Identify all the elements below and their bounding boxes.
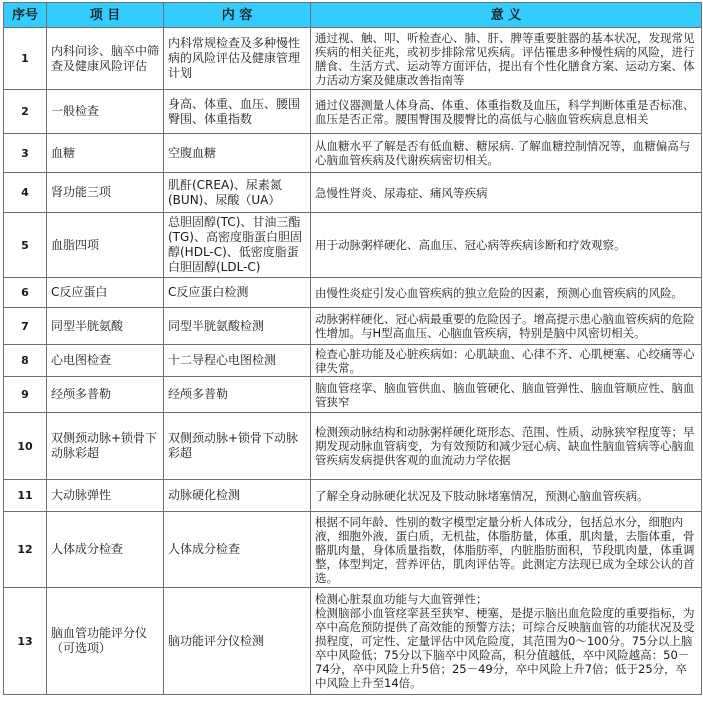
row-no: 6: [4, 278, 47, 308]
row-no: 9: [4, 377, 47, 413]
row-no: 4: [4, 173, 47, 213]
row-content: 身高、体重、血压、腰围臀围、体重指数: [164, 90, 311, 134]
row-meaning: 脑血管痉挛、脑血管供血、脑血管硬化、脑血管弹性、脑血管顺应性、脑血管狭窄: [311, 377, 702, 413]
table-row: [4, 308, 702, 345]
table-row: [4, 28, 702, 90]
row-content: 经颅多普勒: [164, 377, 311, 413]
row-item: 脑血管功能评分仪 （可选项）: [47, 588, 164, 695]
row-item: 血脂四项: [47, 213, 164, 278]
row-content: 脑功能评分仪检测: [164, 588, 311, 695]
row-meaning: 从血糖水平了解是否有低血糖、糖尿病. 了解血糖控制情况等，血糖偏高与心脑血管疾病及代谢疾病密切相关。: [311, 134, 702, 173]
row-meaning: 检查心脏功能及心脏疾病如：心肌缺血、心律不齐、心肌梗塞、心绞痛等心律失常。: [311, 345, 702, 377]
row-content: C反应蛋白检测: [164, 278, 311, 308]
header-content: 内 容: [164, 3, 311, 28]
row-no: 5: [4, 213, 47, 278]
table-row: [4, 413, 702, 480]
row-no: 10: [4, 413, 47, 480]
header-item: 项 目: [47, 3, 164, 28]
row-content: 空腹血糖: [164, 134, 311, 173]
table-row: [4, 512, 702, 588]
row-content: 动脉硬化检测: [164, 480, 311, 512]
table-row: [4, 90, 702, 134]
row-no: 3: [4, 134, 47, 173]
table-row: [4, 134, 702, 173]
row-item: 人体成分检查: [47, 512, 164, 588]
row-meaning: 检测心脏泵血功能与大血管弹性； 检测脑部小血管痉挛甚至狭窄、梗塞，是提示脑出血危险度的重要指标，为卒中高危预防提供了高效能的预警方法；可综合反映脑血管的功能状况及受损程度，可定性、定量评估中风危险度，其范围为0～100分。75分以上脑卒中风险低；75分以下脑卒中风险高，积分值越低，卒中风险越高：50－74分，卒中风险上升5倍；25－49分，卒中风险上升7倍；低于25分，卒中风险上升至14倍。: [311, 588, 702, 695]
row-item: 血糖: [47, 134, 164, 173]
row-item: 双侧颈动脉+锁骨下动脉彩超: [47, 413, 164, 480]
row-item: C反应蛋白: [47, 278, 164, 308]
row-content: 人体成分检查: [164, 512, 311, 588]
row-content: 十二导程心电图检测: [164, 345, 311, 377]
row-item: 经颅多普勒: [47, 377, 164, 413]
header-no: 序号: [4, 3, 47, 28]
exam-items-table: [3, 2, 702, 695]
table-row: [4, 213, 702, 278]
table-header-row: [4, 3, 702, 28]
row-item: 大动脉弹性: [47, 480, 164, 512]
row-item: 一般检查: [47, 90, 164, 134]
row-meaning: 根据不同年龄、性别的数字模型定量分析人体成分，包括总水分，细胞内液，细胞外液，蛋白质，无机盐，体脂肪量，体重，肌肉量，去脂体重，骨骼肌肉量，身体质量指数，体脂肪率，内脏脂肪面积，节段肌肉量，体重调整，体型判定，营养评估，肌肉评估等。此测定方法现已成为全球公认的首选。: [311, 512, 702, 588]
row-content: 同型半胱氨酸检测: [164, 308, 311, 345]
table-row: [4, 588, 702, 695]
table-row: [4, 278, 702, 308]
table-row: [4, 345, 702, 377]
table-row: [4, 480, 702, 512]
row-content: 内科常规检查及多种慢性病的风险评估及健康管理计划: [164, 28, 311, 90]
row-meaning: 了解全身动脉硬化状况及下肢动脉堵塞情况，预测心脑血管疾病。: [311, 480, 702, 512]
row-content: 肌酐(CREA)、尿素氮(BUN)、尿酸（UA）: [164, 173, 311, 213]
row-no: 11: [4, 480, 47, 512]
row-meaning: 检测颈动脉结构和动脉粥样硬化斑形态、范围、性质、动脉狭窄程度等；早期发现动脉血管病变，为有效预防和减少冠心病、缺血性脑血管病等心脑血管疾病发病提供客观的血流动力学依据: [311, 413, 702, 480]
row-no: 1: [4, 28, 47, 90]
row-meaning: 急慢性肾炎、尿毒症、痛风等疾病: [311, 173, 702, 213]
row-item: 肾功能三项: [47, 173, 164, 213]
row-meaning: 动脉粥样硬化、冠心病最重要的危险因子。增高提示患心脑血管疾病的危险性增加。与H型高血压、心脑血管疾病，特别是脑中风密切相关。: [311, 308, 702, 345]
row-meaning: 通过视、触、叩、听检查心、肺、肝、脾等重要脏器的基本状况，发现常见疾病的相关征兆，或初步排除常见疾病。评估罹患多种慢性病的风险，进行膳食、生活方式、运动等方面评估，提出有个性化膳食方案、运动方案、体力活动方案及健康改善指南等: [311, 28, 702, 90]
row-no: 12: [4, 512, 47, 588]
header-meaning: 意 义: [311, 3, 702, 28]
row-item: 内科问诊、脑卒中筛查及健康风险评估: [47, 28, 164, 90]
row-content: 总胆固醇(TC)、甘油三酯(TG)、高密度脂蛋白胆固醇(HDL-C)、低密度脂蛋白胆固醇(LDL-C): [164, 213, 311, 278]
row-no: 8: [4, 345, 47, 377]
row-no: 13: [4, 588, 47, 695]
row-no: 7: [4, 308, 47, 345]
row-item: 同型半胱氨酸: [47, 308, 164, 345]
row-no: 2: [4, 90, 47, 134]
table-row: [4, 377, 702, 413]
row-meaning: 通过仪器测量人体身高、体重、体重指数及血压，科学判断体重是否标准、血压是否正常。腰围臀围及腰臀比的高低与心脑血管疾病息息相关: [311, 90, 702, 134]
row-meaning: 用于动脉粥样硬化、高血压、冠心病等疾病诊断和疗效观察。: [311, 213, 702, 278]
row-item: 心电图检查: [47, 345, 164, 377]
row-content: 双侧颈动脉+锁骨下动脉彩超: [164, 413, 311, 480]
row-meaning: 由慢性炎症引发心血管疾病的独立危险的因素，预测心血管疾病的风险。: [311, 278, 702, 308]
table-row: [4, 173, 702, 213]
